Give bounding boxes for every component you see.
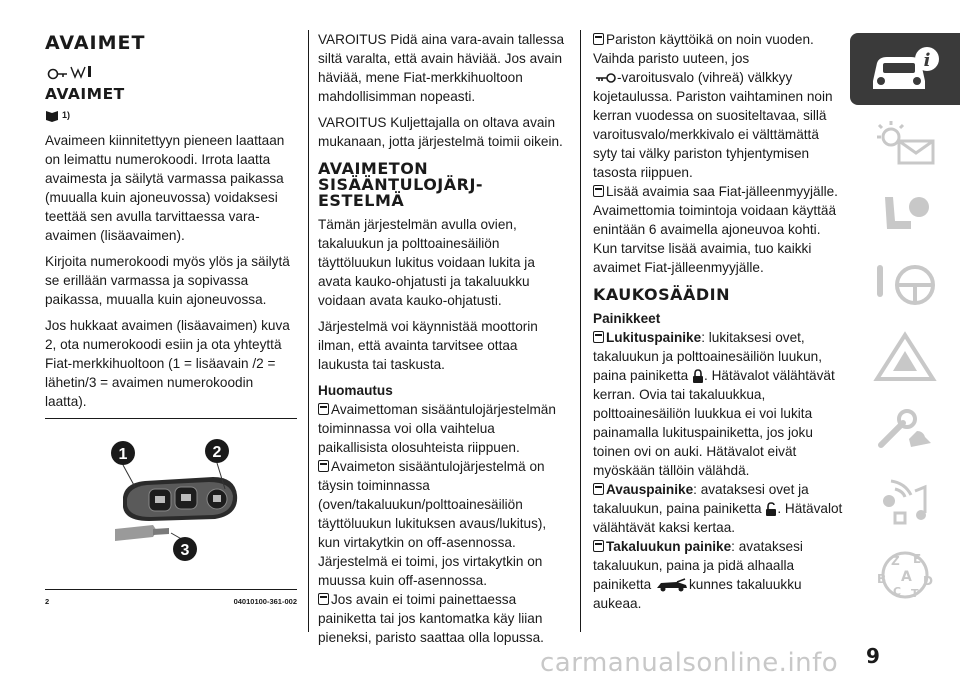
key-figure — [45, 419, 297, 589]
warning-light-envelope-icon — [865, 113, 945, 169]
tab-index[interactable] — [850, 537, 960, 609]
term: Lukituspainike — [606, 330, 702, 345]
tab-emergency[interactable] — [850, 321, 960, 393]
car-info-icon — [865, 41, 945, 97]
alphabet-index-icon — [865, 545, 945, 601]
section-heading-avaimet: AVAIMET — [45, 32, 146, 54]
bullet-box-icon — [593, 33, 604, 45]
lock-button-item — [593, 328, 846, 480]
note-item — [593, 30, 846, 49]
svg-text:E: E — [913, 552, 922, 566]
term: Takaluukun painike — [606, 539, 732, 554]
item-text: kunnes takaluukku aukeaa. — [593, 577, 802, 611]
bullet-box-icon — [593, 483, 604, 495]
paragraph: Kirjoita numerokoodi myös ylös ja säilytä se erillään varmassa ja sopivassa paikassa, muualla kuin ajoneuvossa. — [45, 254, 290, 308]
note-text: Jos avain ei toimi painettaessa painiketta tai jos kantomatka käy liian pieneksi, paristo saattaa olla lopussa. — [318, 592, 544, 645]
svg-text:i: i — [923, 50, 931, 71]
column-divider — [580, 30, 581, 632]
section-heading-keyless-entry: AVAIMETON SISÄÄNTULOJÄRJ-ESTELMÄ — [318, 159, 484, 210]
tab-safety[interactable] — [850, 177, 960, 249]
item-text: : avataksesi takaluukun, paina ja pidä alhaalla painiketta — [593, 539, 803, 592]
note-item — [318, 457, 566, 590]
figure-number: 2 — [45, 597, 50, 607]
note-number: 1) — [62, 110, 71, 121]
svg-text:B: B — [877, 572, 887, 586]
paragraph: Avaimeen kiinnitettyyn pieneen laattaan on leimattu numerokoodi. Irrota laatta avaimesta ja säilytä varmassa paikassa (muualla kuin ajoneuvossa) voidaksesi teettää sen avulla tarvittaessa vara-avaimen (lisäavaimen). — [45, 133, 285, 244]
watermark: carmanualsonline.info — [540, 648, 839, 678]
bullet-box-icon — [318, 593, 329, 605]
spare-key — [115, 525, 169, 541]
term: Avauspainike — [606, 482, 694, 497]
tab-dashboard-lights[interactable] — [850, 105, 960, 177]
book-icon — [45, 109, 59, 122]
tab-vehicle-info[interactable] — [850, 33, 960, 105]
paragraph-text: Vaihda paristo uuteen, jos — [593, 51, 750, 66]
note-heading: Huomautus — [318, 383, 393, 398]
callout-3-label: 3 — [180, 542, 190, 560]
figure-code: 04010100-361-002 — [233, 597, 297, 607]
key-symbol-icon — [45, 61, 95, 81]
callout-2-label: 2 — [212, 444, 222, 462]
svg-text:A: A — [901, 569, 912, 585]
paragraph: Jos hukkaat avaimen (lisäavaimen) kuva 2, ota numerokoodi esiin ja ota yhteyttä Fiat-merkkihuoltoon (1 = lisäavain /2 = lähetin/3 = avaimen numerokoodin laatta). — [45, 318, 290, 410]
svg-text:T: T — [911, 587, 919, 600]
note-item — [318, 590, 566, 647]
bullet-box-icon — [593, 185, 604, 197]
item-text: . Hätävalot välähtävät kerran. Ovia tai takaluukkua, polttoainesäiliön luukkua ei voi lukita painamalla lukituspainiketta, jos joku toinen ovi on auki. Hätävalot eivät myöskään tällöin välähdä. — [593, 368, 835, 478]
tab-starting-driving[interactable] — [850, 249, 960, 321]
lock-icon — [692, 369, 704, 384]
wrench-car-icon — [865, 401, 945, 457]
subheading-avaimet: AVAIMET — [45, 85, 125, 104]
column-1 — [45, 30, 297, 611]
column-2 — [318, 30, 566, 647]
column-divider — [308, 30, 309, 632]
key-warning-light-icon — [593, 71, 617, 85]
note-text: Avaimeton sisääntulojärjestelmä on täysin toiminnassa (oven/takaluukun/polttoainesäiliön täyttöluukun lukituksen avaus/lukitus), kun virtakytkin on off-asennossa. Järjestelmä ei toimi, jos virtakytkin on muussa kuin off-asennossa. — [318, 459, 547, 588]
column-3 — [593, 30, 846, 613]
callout-1-label: 1 — [118, 446, 128, 464]
paragraph: Avaimettomia toimintoja voidaan käyttää enintään 6 avaimella ajoneuvoa kohti. Kun tarvitse lisää avaimia, tuo kaikki avaimet Fiat-jälleenmyyjälle. — [593, 203, 837, 275]
page-number: 9 — [866, 644, 880, 668]
paragraph-text: -varoitusvalo (vihreä) välkkyy kojetaulussa. Pariston vaihtaminen noin kerran vuodessa on suositeltavaa, sillä varoitusvalo/merkkivalo ei välttämättä syty tai välky pariston tyhjentymisen tasosta riippuen. — [593, 70, 833, 180]
callout-1 — [111, 441, 135, 465]
bullet-box-icon — [318, 403, 329, 415]
seat-airbag-icon — [865, 185, 945, 241]
paragraph — [593, 49, 846, 182]
remote-key-fob — [123, 477, 237, 521]
svg-text:Z: Z — [891, 554, 900, 568]
paragraph: Järjestelmä voi käynnistää moottorin ilman, että avainta tarvitsee ottaa laukusta tai taskusta. — [318, 319, 538, 372]
trunk-open-icon — [655, 578, 689, 592]
trunk-button-item — [593, 537, 846, 613]
callout-2 — [205, 439, 229, 463]
item-text: . Hätävalot välähtävät kaksi kertaa. — [593, 501, 843, 535]
emergency-triangle-icon — [865, 329, 945, 385]
bullet-box-icon — [593, 540, 604, 552]
note-text: Avaimettoman sisääntulojärjestelmän toiminnassa voi olla vaihtelua paikallisista olosuhteista riippuen. — [318, 402, 556, 455]
subheading-buttons: Painikkeet — [593, 311, 661, 326]
paragraph: Tämän järjestelmän avulla ovien, takaluukun ja polttoainesäiliön täyttöluukun lukitus voidaan lukita ja avata kauko-ohjatusti ja takaluukku voidaan avata kauko-ohjatusti. — [318, 217, 535, 308]
warning-paragraph: VAROITUS Kuljettajalla on oltava avain mukanaan, jotta järjestelmä toimii oikein. — [318, 115, 563, 149]
note-item — [318, 400, 566, 457]
svg-text:D: D — [923, 574, 933, 588]
tab-maintenance[interactable] — [850, 393, 960, 465]
multimedia-icon — [865, 473, 945, 529]
figure-caption — [45, 589, 297, 611]
bullet-box-icon — [593, 331, 604, 343]
unlock-icon — [765, 502, 777, 517]
callout-3 — [173, 537, 197, 561]
steering-key-icon — [865, 257, 945, 313]
section-heading-remote: KAUKOSÄÄDIN — [593, 285, 730, 304]
item-text: : lukitaksesi ovet, takaluukun ja polttoainesäiliön luukun, paina painiketta — [593, 330, 822, 383]
note-reference — [45, 106, 70, 125]
key-illustration — [45, 419, 297, 589]
note-text: Lisää avaimia saa Fiat-jälleenmyyjälle. — [606, 184, 838, 199]
note-text: Pariston käyttöikä on noin vuoden. — [606, 32, 814, 47]
bullet-box-icon — [318, 460, 329, 472]
warning-paragraph: VAROITUS Pidä aina vara-avain tallessa siltä varalta, että avain häviää. Jos avain häviää, mene Fiat-merkkihuoltoon mahdollisimman nopeasti. — [318, 32, 565, 104]
note-item — [593, 182, 846, 201]
item-text: : avataksesi ovet ja takaluukun, paina painiketta — [593, 482, 809, 516]
svg-text:C: C — [893, 585, 902, 598]
unlock-button-item — [593, 480, 846, 537]
tab-multimedia[interactable] — [850, 465, 960, 537]
